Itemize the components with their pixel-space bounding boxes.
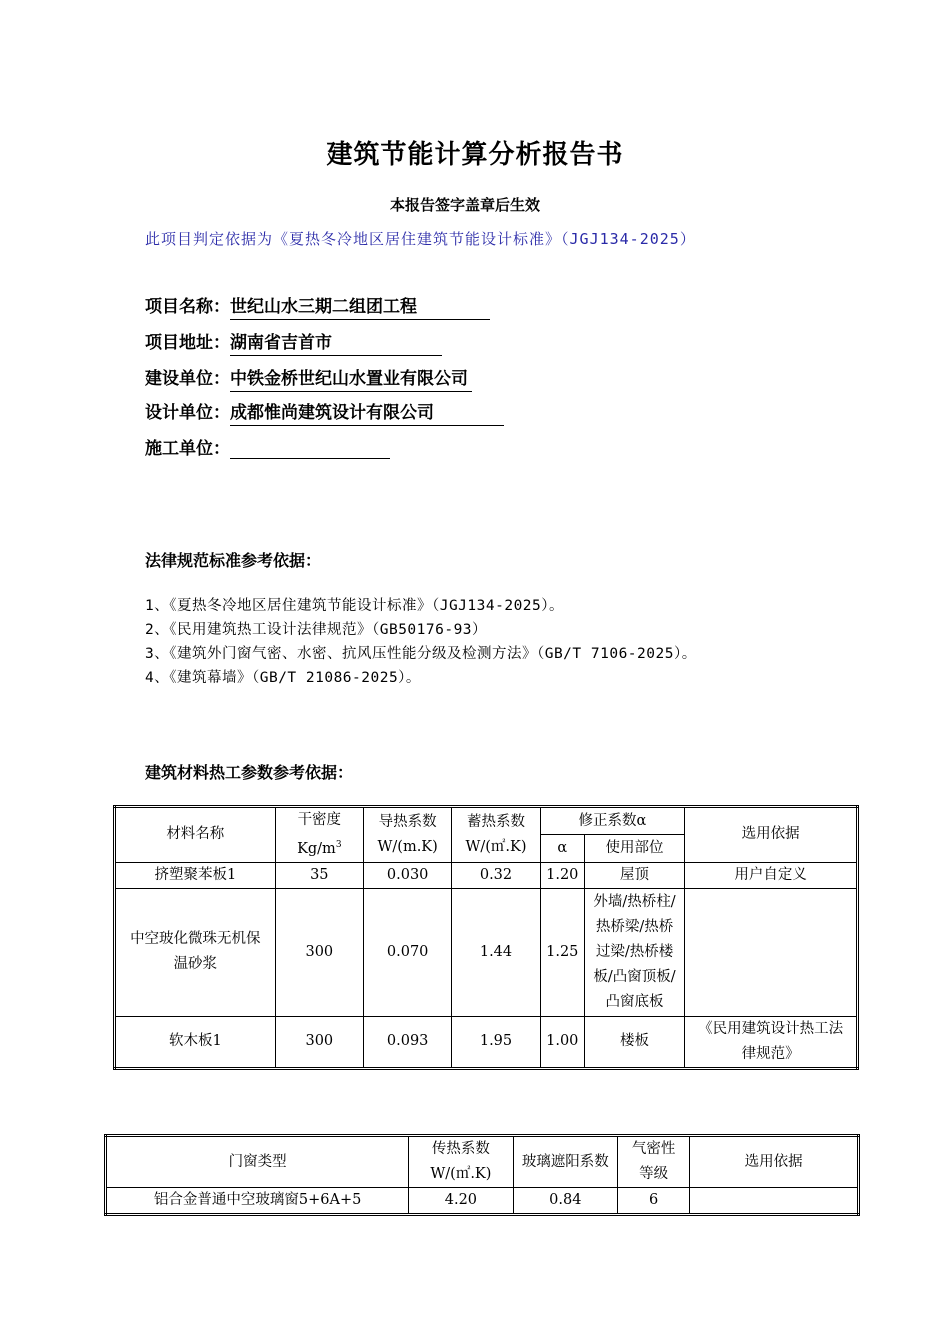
cell-heat-transfer: 4.20 — [409, 1188, 513, 1215]
cell-shading: 0.84 — [513, 1188, 617, 1215]
cell-window-basis — [690, 1188, 859, 1215]
legal-section-title: 法律规范标准参考依据： — [145, 551, 322, 570]
cell-conductivity: 0.093 — [363, 1016, 451, 1068]
report-subtitle: 本报告签字盖章后生效 — [389, 196, 540, 214]
header-conductivity: 导热系数 W/(m.K) — [363, 807, 451, 863]
cell-density: 300 — [275, 1016, 363, 1068]
project-name-row — [145, 292, 490, 320]
cell-name: 中空玻化微珠无机保温砂浆 — [115, 888, 276, 1016]
cell-storage: 1.44 — [452, 888, 540, 1016]
cell-basis: 用户自定义 — [685, 862, 858, 888]
construction-unit-value — [230, 434, 390, 459]
header-correction: 修正系数α — [540, 807, 685, 835]
header-density: 干密度 $Kg/m^3$ — [275, 807, 363, 863]
legal-ref-item: 3、《建筑外门窗气密、水密、抗风压性能分级及检测方法》（GB/T 7106-2025）。 — [145, 646, 697, 662]
cell-alpha: 1.20 — [540, 862, 584, 888]
density-unit: $Kg/m^3$ — [297, 840, 342, 857]
table-header-row — [115, 807, 858, 835]
cell-alpha: 1.00 — [540, 1016, 584, 1068]
cell-alpha: 1.25 — [540, 888, 584, 1016]
table-row — [115, 862, 858, 888]
cell-conductivity: 0.070 — [363, 888, 451, 1016]
cell-position: 屋顶 — [584, 862, 684, 888]
cell-name: 软木板1 — [115, 1016, 276, 1068]
table-row — [106, 1188, 859, 1215]
design-unit-label: 设计单位： — [145, 403, 230, 423]
cell-basis: 《民用建筑设计热工法律规范》 — [685, 1016, 858, 1068]
cell-name: 挤塑聚苯板1 — [115, 862, 276, 888]
header-material-name: 材料名称 — [115, 807, 276, 863]
legal-ref-item: 4、《建筑幕墙》（GB/T 21086-2025）。 — [145, 670, 421, 686]
project-name-value: 世纪山水三期二组团工程 — [230, 295, 490, 320]
judgment-basis: 此项目判定依据为《夏热冬冷地区居住建筑节能设计标准》（JGJ134-2025） — [145, 230, 696, 248]
owner-unit-row — [145, 364, 472, 392]
project-address-value: 湖南省吉首市 — [230, 331, 442, 356]
header-basis: 选用依据 — [685, 807, 858, 863]
header-alpha: α — [540, 835, 584, 862]
project-name-label: 项目名称： — [145, 297, 230, 317]
legal-ref-item: 1、《夏热冬冷地区居住建筑节能设计标准》（JGJ134-2025）。 — [145, 598, 565, 614]
cell-storage: 0.32 — [452, 862, 540, 888]
construction-unit-row — [145, 434, 390, 459]
header-shading: 玻璃遮阳系数 — [513, 1136, 617, 1188]
material-table — [113, 805, 859, 1070]
table-row — [115, 888, 858, 1016]
window-table — [104, 1134, 860, 1216]
design-unit-value: 成都惟尚建筑设计有限公司 — [230, 401, 504, 426]
owner-unit-label: 建设单位： — [145, 369, 230, 389]
legal-refs-list — [145, 594, 805, 690]
construction-unit-label: 施工单位： — [145, 439, 230, 459]
design-unit-row — [145, 398, 504, 426]
report-title: 建筑节能计算分析报告书 — [326, 140, 624, 170]
table-row — [115, 1016, 858, 1068]
header-heat-transfer: 传热系数 W/(㎡.K) — [409, 1136, 513, 1188]
table-header-row — [106, 1136, 859, 1188]
cell-storage: 1.95 — [452, 1016, 540, 1068]
project-address-row — [145, 328, 442, 356]
cell-position: 外墙/热桥柱/热桥梁/热桥过梁/热桥楼板/凸窗顶板/凸窗底板 — [584, 888, 684, 1016]
cell-position: 楼板 — [584, 1016, 684, 1068]
header-position: 使用部位 — [584, 835, 684, 862]
header-airtight: 气密性等级 — [618, 1136, 690, 1188]
cell-window-type: 铝合金普通中空玻璃窗5+6A+5 — [106, 1188, 409, 1215]
header-window-type: 门窗类型 — [106, 1136, 409, 1188]
cell-density: 35 — [275, 862, 363, 888]
cell-conductivity: 0.030 — [363, 862, 451, 888]
cell-airtight: 6 — [618, 1188, 690, 1215]
owner-unit-value: 中铁金桥世纪山水置业有限公司 — [230, 367, 472, 392]
cell-density: 300 — [275, 888, 363, 1016]
header-storage: 蓄热系数 W/(㎡.K) — [452, 807, 540, 863]
project-address-label: 项目地址： — [145, 333, 230, 353]
cell-basis — [685, 888, 858, 1016]
legal-ref-item: 2、《民用建筑热工设计法律规范》（GB50176-93） — [145, 622, 488, 638]
header-window-basis: 选用依据 — [690, 1136, 859, 1188]
material-section-title: 建筑材料热工参数参考依据： — [145, 763, 354, 782]
